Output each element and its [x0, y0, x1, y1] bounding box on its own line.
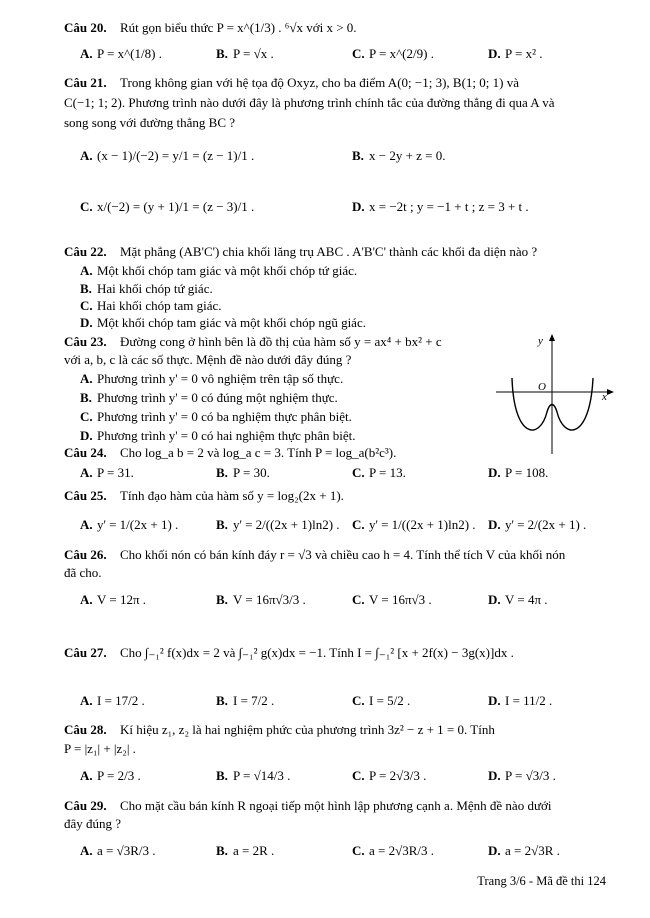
option-text: P = 30.: [233, 465, 270, 480]
y-axis-label: y: [538, 335, 543, 347]
option-text: y' = 1/(2x + 1) .: [97, 517, 179, 532]
option-label: D.: [488, 517, 501, 532]
question-label: Câu 23.: [64, 334, 107, 349]
option-text: P = 2/3 .: [97, 768, 141, 783]
question-stem: song song với đường thẳng BC ?: [64, 115, 236, 130]
option-label: C.: [352, 46, 365, 61]
question-stem: đây đúng ?: [64, 816, 122, 831]
option-text: P = √14/3 .: [233, 768, 291, 783]
page-footer: Trang 3/6 - Mã đề thi 124: [477, 874, 606, 888]
option-label: A.: [80, 843, 93, 858]
quartic-function-graph: [490, 330, 620, 460]
option-label: C.: [352, 517, 365, 532]
option-label: C.: [80, 298, 93, 313]
question-stem: P = |z₁| + |z₂| .: [64, 741, 136, 756]
option-text: Một khối chóp tam giác và một khối chóp tứ giác.: [97, 263, 358, 278]
option-label: A.: [80, 465, 93, 480]
option-text: a = 2R .: [233, 843, 275, 858]
option-text: P = x^(2/9) .: [369, 46, 434, 61]
option-text: P = 108.: [505, 465, 549, 480]
question-label: Câu 21.: [64, 75, 107, 90]
option-label: A.: [80, 517, 93, 532]
option-text: Phương trình y' = 0 có hai nghiệm thực phân biệt.: [97, 428, 356, 443]
option-text: (x − 1)/(−2) = y/1 = (z − 1)/1 .: [97, 148, 255, 163]
option-text: P = x^(1/8) .: [97, 46, 162, 61]
question-label: Câu 20.: [64, 20, 107, 35]
x-axis-label: x: [602, 391, 607, 403]
option-text: I = 7/2 .: [233, 693, 275, 708]
option-text: x/(−2) = (y + 1)/1 = (z − 3)/1 .: [97, 199, 255, 214]
question-stem: Trong không gian với hệ tọa độ Oxyz, cho ba điểm A(0; −1; 3), B(1; 0; 1) và: [120, 75, 519, 90]
question-stem: Cho khối nón có bán kính đáy r = √3 và chiều cao h = 4. Tính thể tích V của khối nón: [120, 547, 566, 562]
option-label: B.: [216, 843, 228, 858]
option-text: I = 5/2 .: [369, 693, 411, 708]
option-text: V = 12π .: [97, 592, 147, 607]
option-text: Phương trình y' = 0 có ba nghiệm thực phân biệt.: [97, 409, 352, 424]
option-text: y' = 2/(2x + 1) .: [505, 517, 587, 532]
option-text: Phương trình y' = 0 có đúng một nghiệm thực.: [97, 390, 338, 405]
question-label: Câu 22.: [64, 244, 107, 259]
option-label: C.: [352, 693, 365, 708]
question-label: Câu 24.: [64, 445, 107, 460]
option-text: a = 2√3R .: [505, 843, 560, 858]
option-label: D.: [352, 199, 365, 214]
question-stem: đã cho.: [64, 565, 102, 580]
option-label: A.: [80, 263, 93, 278]
option-label: D.: [80, 428, 93, 443]
question-stem: với a, b, c là các số thực. Mệnh đề nào dưới đây đúng ?: [64, 352, 352, 367]
question-stem: C(−1; 1; 2). Phương trình nào dưới đây là phương trình chính tắc của đường thẳng đi qua A và: [64, 95, 555, 110]
option-label: A.: [80, 592, 93, 607]
question-stem: Đường cong ở hình bên là đồ thị của hàm số y = ax⁴ + bx² + c: [120, 334, 442, 349]
question-stem: Cho ∫₋₁² f(x)dx = 2 và ∫₋₁² g(x)dx = −1. Tính I = ∫₋₁² [x + 2f(x) − 3g(x)]dx .: [120, 645, 514, 660]
option-label: A.: [80, 46, 93, 61]
option-label: C.: [352, 465, 365, 480]
option-label: B.: [216, 517, 228, 532]
option-label: B.: [216, 465, 228, 480]
option-label: B.: [80, 390, 92, 405]
option-text: P = √3/3 .: [505, 768, 556, 783]
question-label: Câu 26.: [64, 547, 107, 562]
option-text: a = 2√3R/3 .: [369, 843, 435, 858]
y-axis-arrow: [549, 334, 555, 341]
question-stem: Mặt phẳng (AB'C') chia khối lăng trụ ABC . A'B'C' thành các khối đa diện nào ?: [120, 244, 538, 259]
option-label: C.: [80, 199, 93, 214]
option-label: C.: [352, 592, 365, 607]
option-text: V = 16π√3 .: [369, 592, 432, 607]
option-text: Phương trình y' = 0 vô nghiệm trên tập số thực.: [97, 371, 344, 386]
x-axis-arrow: [607, 389, 614, 395]
option-text: Một khối chóp tam giác và một khối chóp ngũ giác.: [97, 315, 366, 330]
question-stem: Tính đạo hàm của hàm số y = log₂(2x + 1).: [120, 488, 344, 503]
option-text: I = 17/2 .: [97, 693, 145, 708]
option-label: B.: [216, 46, 228, 61]
option-text: P = √x .: [233, 46, 274, 61]
option-label: D.: [488, 843, 501, 858]
option-label: B.: [216, 592, 228, 607]
option-text: a = √3R/3 .: [97, 843, 156, 858]
question-label: Câu 29.: [64, 798, 107, 813]
option-text: x = −2t ; y = −1 + t ; z = 3 + t .: [369, 199, 529, 214]
option-text: P = 13.: [369, 465, 406, 480]
option-text: I = 11/2 .: [505, 693, 553, 708]
option-text: y' = 1/((2x + 1)ln2) .: [369, 517, 476, 532]
option-label: D.: [488, 768, 501, 783]
option-label: B.: [216, 768, 228, 783]
option-label: B.: [352, 148, 364, 163]
question-label: Câu 25.: [64, 488, 107, 503]
question-stem: Rút gọn biểu thức P = x^(1/3) . ⁶√x với x > 0.: [120, 20, 357, 35]
option-label: A.: [80, 693, 93, 708]
option-label: D.: [488, 465, 501, 480]
option-text: V = 16π√3/3 .: [233, 592, 306, 607]
question-stem: Cho log_a b = 2 và log_a c = 3. Tính P = log_a(b²c³).: [120, 445, 397, 460]
question-label: Câu 27.: [64, 645, 107, 660]
option-text: V = 4π .: [505, 592, 548, 607]
option-label: C.: [352, 768, 365, 783]
question-label: Câu 28.: [64, 722, 107, 737]
option-label: A.: [80, 148, 93, 163]
option-text: Hai khối chóp tam giác.: [97, 298, 222, 313]
option-label: A.: [80, 768, 93, 783]
question-stem: Cho mặt cầu bán kính R ngoại tiếp một hình lập phương cạnh a. Mệnh đề nào dưới: [120, 798, 552, 813]
question-stem: Kí hiệu z₁, z₂ là hai nghiệm phức của phương trình 3z² − z + 1 = 0. Tính: [120, 722, 495, 737]
option-text: y' = 2/((2x + 1)ln2) .: [233, 517, 340, 532]
option-text: P = 31.: [97, 465, 134, 480]
option-label: A.: [80, 371, 93, 386]
option-label: D.: [488, 693, 501, 708]
option-label: B.: [80, 281, 92, 296]
option-label: D.: [80, 315, 93, 330]
origin-label: O: [538, 381, 546, 393]
option-text: x − 2y + z = 0.: [369, 148, 446, 163]
option-label: D.: [488, 46, 501, 61]
option-label: D.: [488, 592, 501, 607]
option-label: B.: [216, 693, 228, 708]
option-text: P = 2√3/3 .: [369, 768, 427, 783]
option-text: Hai khối chóp tứ giác.: [97, 281, 213, 296]
option-label: C.: [352, 843, 365, 858]
option-text: P = x² .: [505, 46, 543, 61]
option-label: C.: [80, 409, 93, 424]
